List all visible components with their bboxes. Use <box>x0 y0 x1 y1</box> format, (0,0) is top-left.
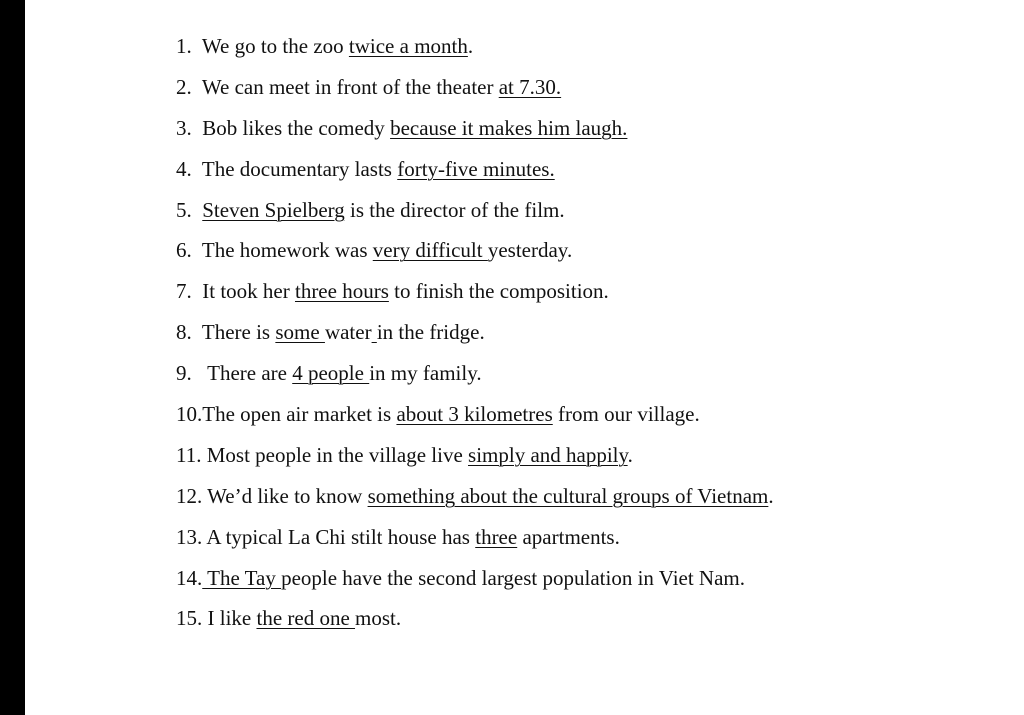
item-number: 13. <box>176 524 207 549</box>
underlined-phrase: some <box>275 320 325 345</box>
document-page <box>25 0 1024 715</box>
sentence-text: . <box>768 483 774 508</box>
underlined-phrase: forty-five minutes. <box>397 156 555 181</box>
list-item <box>176 517 774 558</box>
sentence-text: I like <box>207 606 257 631</box>
underlined-phrase: the red one <box>256 606 356 631</box>
underlined-phrase: twice a month <box>348 34 468 58</box>
item-number: 12. <box>176 483 208 508</box>
item-number: 14. <box>176 565 203 590</box>
sentence-text: from our village. <box>552 402 700 427</box>
item-number: 5. <box>176 197 203 222</box>
sentence-text: people have the second largest population in Viet Nam. <box>281 565 746 590</box>
sentence-text: There are <box>207 361 293 386</box>
list-item <box>176 598 774 639</box>
item-number: 9. <box>176 361 208 386</box>
underlined-phrase: simply and happily <box>468 442 628 467</box>
underlined-phrase: about 3 kilometres <box>396 402 553 427</box>
underlined-phrase: 4 people <box>292 361 370 386</box>
underlined-phrase: something about the cultural groups of Vietnam <box>367 483 769 508</box>
sentence-text: There is <box>201 320 276 345</box>
sentence-text: is the director of the film. <box>344 197 565 222</box>
list-item <box>176 435 774 476</box>
list-item <box>176 558 774 599</box>
list-item <box>176 67 774 108</box>
underlined-phrase: three hours <box>294 279 389 304</box>
sentence-text: water <box>324 320 372 345</box>
list-item <box>176 149 774 190</box>
item-number: 3. <box>176 115 203 140</box>
list-item <box>176 190 774 231</box>
item-number: 4. <box>176 156 202 181</box>
sentence-text: . <box>627 442 633 467</box>
sentence-text: A typical La Chi stilt house has <box>206 524 476 549</box>
sentence-text: We can meet in front of the theater <box>201 74 499 99</box>
sentence-text: We’d like to know <box>207 483 368 508</box>
underlined-phrase: The Tay <box>202 565 282 590</box>
sentence-text: It took her <box>202 279 295 304</box>
underlined-phrase: Steven Spielberg <box>202 197 345 222</box>
item-number: 15. <box>176 606 208 631</box>
item-number: 2. <box>176 74 202 99</box>
underlined-phrase: three <box>475 524 518 549</box>
list-item <box>176 26 774 67</box>
underlined-phrase: because it makes him laugh. <box>390 115 628 140</box>
list-item <box>176 394 774 435</box>
underlined-phrase: at 7.30. <box>498 74 562 99</box>
sentence-text: yesterday. <box>487 238 573 263</box>
sentence-text: in my family. <box>369 361 482 386</box>
sentence-text: The homework was <box>201 238 373 263</box>
question-list <box>176 26 774 639</box>
item-number: 6. <box>176 238 202 263</box>
list-item <box>176 271 774 312</box>
sentence-text: in the fridge. <box>376 320 485 345</box>
underlined-phrase: very difficult <box>372 238 488 263</box>
item-number: 7. <box>176 279 203 304</box>
sentence-text: Bob likes the comedy <box>202 115 391 140</box>
list-item <box>176 476 774 517</box>
list-item <box>176 353 774 394</box>
item-number: 8. <box>176 320 202 345</box>
item-number: 10. <box>176 402 203 427</box>
sentence-text: We go to the zoo <box>201 34 349 58</box>
sentence-text: Most people in the village live <box>206 442 469 467</box>
list-item <box>176 230 774 271</box>
item-number: 1. <box>176 34 202 58</box>
sentence-text: . <box>467 34 474 58</box>
sentence-text: The documentary lasts <box>201 156 398 181</box>
sentence-text: to finish the composition. <box>388 279 609 304</box>
sentence-text: most. <box>355 606 402 631</box>
list-item <box>176 108 774 149</box>
sentence-text: The open air market is <box>202 402 397 427</box>
sentence-text: apartments. <box>517 524 620 549</box>
list-item <box>176 312 774 353</box>
item-number: 11. <box>176 442 207 467</box>
